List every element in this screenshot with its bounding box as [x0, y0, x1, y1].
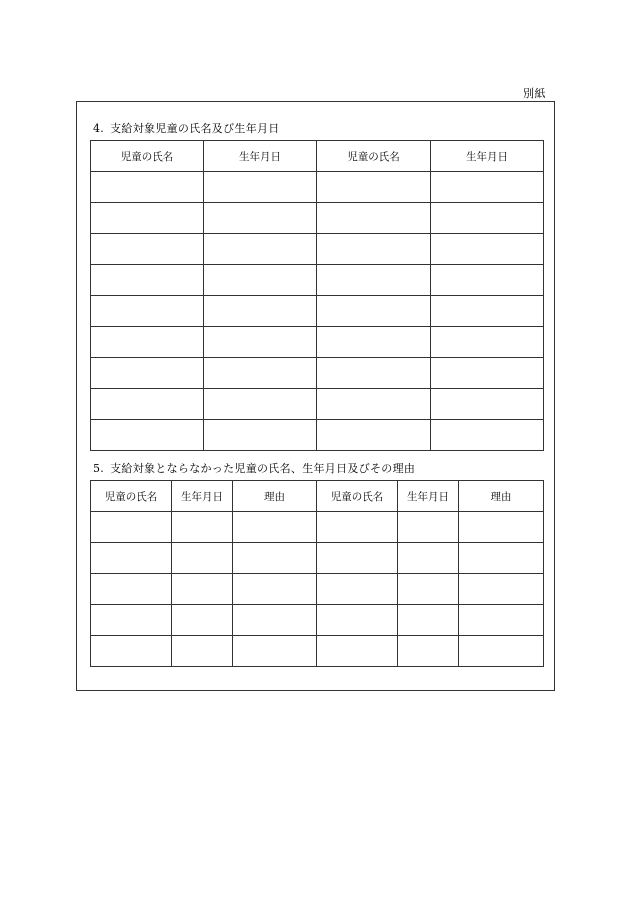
entry-cell[interactable] [91, 574, 172, 605]
entry-cell[interactable] [459, 574, 544, 605]
annex-label: 別紙 [523, 87, 546, 100]
entry-cell[interactable] [459, 605, 544, 636]
entry-cell[interactable] [431, 327, 544, 358]
entry-cell[interactable] [204, 265, 317, 296]
entry-cell[interactable] [91, 543, 172, 574]
entry-cell[interactable] [172, 512, 233, 543]
entry-cell[interactable] [172, 574, 233, 605]
entry-cell[interactable] [233, 605, 317, 636]
entry-cell[interactable] [172, 543, 233, 574]
entry-cell[interactable] [91, 296, 204, 327]
table-row [91, 265, 544, 296]
entry-cell[interactable] [204, 296, 317, 327]
entry-cell[interactable] [317, 389, 431, 420]
entry-cell[interactable] [317, 265, 431, 296]
entry-cell[interactable] [398, 574, 459, 605]
entry-cell[interactable] [204, 358, 317, 389]
entry-cell[interactable] [317, 234, 431, 265]
entry-cell[interactable] [204, 203, 317, 234]
entry-cell[interactable] [204, 420, 317, 451]
entry-cell[interactable] [317, 636, 398, 667]
header-birth-date: 生年月日 [204, 141, 317, 172]
entry-cell[interactable] [204, 327, 317, 358]
section4-number: 4. [93, 122, 105, 135]
entry-cell[interactable] [233, 636, 317, 667]
entry-cell[interactable] [317, 296, 431, 327]
table-row [91, 605, 544, 636]
entry-cell[interactable] [233, 543, 317, 574]
header-birth-date: 生年月日 [431, 141, 544, 172]
table-row [91, 234, 544, 265]
entry-cell[interactable] [317, 543, 398, 574]
entry-cell[interactable] [398, 512, 459, 543]
entry-cell[interactable] [398, 636, 459, 667]
entry-cell[interactable] [317, 512, 398, 543]
section5-number: 5. [93, 462, 105, 475]
table-row [91, 172, 544, 203]
entry-cell[interactable] [91, 327, 204, 358]
entry-cell[interactable] [172, 605, 233, 636]
entry-cell[interactable] [91, 358, 204, 389]
entry-cell[interactable] [317, 420, 431, 451]
table-row [91, 574, 544, 605]
entry-cell[interactable] [317, 358, 431, 389]
entry-cell[interactable] [459, 636, 544, 667]
entry-cell[interactable] [91, 512, 172, 543]
entry-cell[interactable] [317, 327, 431, 358]
entry-cell[interactable] [204, 234, 317, 265]
entry-cell[interactable] [431, 172, 544, 203]
table-row [91, 512, 544, 543]
table-header-row [91, 141, 544, 172]
children-eligible-table [90, 140, 544, 451]
header-birth-date: 生年月日 [172, 481, 233, 512]
table-row [91, 389, 544, 420]
table-row [91, 636, 544, 667]
header-child-name: 児童の氏名 [91, 141, 204, 172]
entry-cell[interactable] [91, 389, 204, 420]
entry-cell[interactable] [431, 234, 544, 265]
header-child-name: 児童の氏名 [91, 481, 172, 512]
table-header-row [91, 481, 544, 512]
entry-cell[interactable] [233, 574, 317, 605]
entry-cell[interactable] [91, 203, 204, 234]
header-child-name: 児童の氏名 [317, 141, 431, 172]
table-row [91, 327, 544, 358]
header-birth-date: 生年月日 [398, 481, 459, 512]
entry-cell[interactable] [398, 543, 459, 574]
entry-cell[interactable] [91, 234, 204, 265]
entry-cell[interactable] [91, 265, 204, 296]
entry-cell[interactable] [431, 296, 544, 327]
section5-title [93, 460, 415, 476]
header-child-name: 児童の氏名 [317, 481, 398, 512]
table-row [91, 543, 544, 574]
entry-cell[interactable] [91, 172, 204, 203]
section4-title-text: 支給対象児童の氏名及び生年月日 [110, 122, 280, 135]
table-row [91, 296, 544, 327]
entry-cell[interactable] [317, 172, 431, 203]
entry-cell[interactable] [431, 203, 544, 234]
entry-cell[interactable] [431, 420, 544, 451]
children-ineligible-table [90, 480, 544, 667]
entry-cell[interactable] [431, 265, 544, 296]
entry-cell[interactable] [317, 574, 398, 605]
entry-cell[interactable] [459, 512, 544, 543]
entry-cell[interactable] [91, 420, 204, 451]
entry-cell[interactable] [91, 605, 172, 636]
section5-title-text: 支給対象とならなかった児童の氏名、生年月日及びその理由 [110, 462, 416, 475]
entry-cell[interactable] [204, 172, 317, 203]
entry-cell[interactable] [431, 389, 544, 420]
entry-cell[interactable] [398, 605, 459, 636]
entry-cell[interactable] [91, 636, 172, 667]
entry-cell[interactable] [172, 636, 233, 667]
entry-cell[interactable] [233, 512, 317, 543]
entry-cell[interactable] [317, 605, 398, 636]
table-row [91, 358, 544, 389]
entry-cell[interactable] [431, 358, 544, 389]
section4-title [93, 120, 280, 136]
table-row [91, 420, 544, 451]
entry-cell[interactable] [204, 389, 317, 420]
entry-cell[interactable] [317, 203, 431, 234]
header-reason: 理由 [233, 481, 317, 512]
table-row [91, 203, 544, 234]
entry-cell[interactable] [459, 543, 544, 574]
header-reason: 理由 [459, 481, 544, 512]
